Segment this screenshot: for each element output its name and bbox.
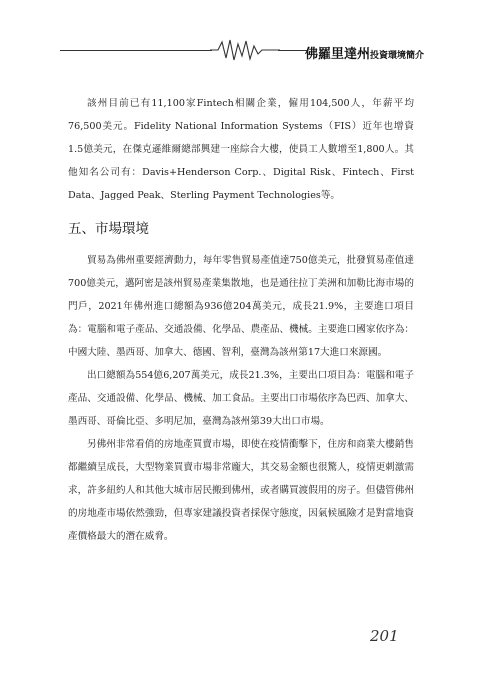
paragraph-exports: 出口總額為554億6,207萬美元，成長21.3%，主要出口項目為：電腦和電子產品、交通設備、化學品、機械、加工食品。主要出口市場依序為巴西、加拿大、墨西哥、哥倫比亞、多明尼加，臺灣為該州第39大出口市場。: [68, 370, 414, 427]
page-number: 201: [370, 627, 399, 645]
paragraph-fintech: 該州目前已有11,100家Fintech相關企業，僱用104,500人，年薪平均76,500美元。Fidelity National Information Systems（FIS）近年也增資1.5億美元，在傑克遜維爾總部興建一座綜合大樓，使員工人數增至1,800人。其他知名公司有：Davis+Henderson Corp.、Digital Risk、Fintech、First Data、Jagged Peak、Sterling Payment Technologies等。: [68, 98, 414, 201]
header-title-sub: 投資環境簡介: [370, 51, 425, 61]
paragraph-trade-imports: 貿易為佛州重要經濟動力，每年零售貿易產值達750億美元，批發貿易產值達700億美元，邁阿密是該州貿易產業集散地，也是通往拉丁美洲和加勒比海市場的門戶，2021年佛州進口總額為936億204萬美元，成長21.9%，主要進口項目為：電腦和電子產品、交通設備、化學品、農產品、機械。主要進口國家依序為：中國大陸、墨西哥、加拿大、德國、智利，臺灣為該州第17大進口來源國。: [68, 255, 414, 358]
header-title-main: 佛羅里達州: [305, 47, 371, 62]
paragraph-real-estate: 另佛州非常看俏的房地產買賣市場，即使在疫情衝擊下，住房和商業大樓銷售都繼續呈成長，大型物業買賣市場非常龐大，其交易金額也很驚人，疫情更刺激需求，許多紐約人和其他大城市居民搬到佛州，或者購買渡假用的房子。但儘管佛州的房地產市場依然強勁，但專家建議投資者採保守態度，因氣候風險才是對當地資產價格最大的潛在威脅。: [68, 439, 414, 542]
header-title: [305, 43, 424, 62]
header-rule-right: [278, 50, 308, 51]
section-title: 五、市場環境: [68, 221, 149, 237]
header-rule-left: [60, 50, 212, 51]
page-body: [68, 92, 414, 548]
page-header: [0, 0, 480, 70]
heartbeat-icon: [210, 38, 280, 62]
